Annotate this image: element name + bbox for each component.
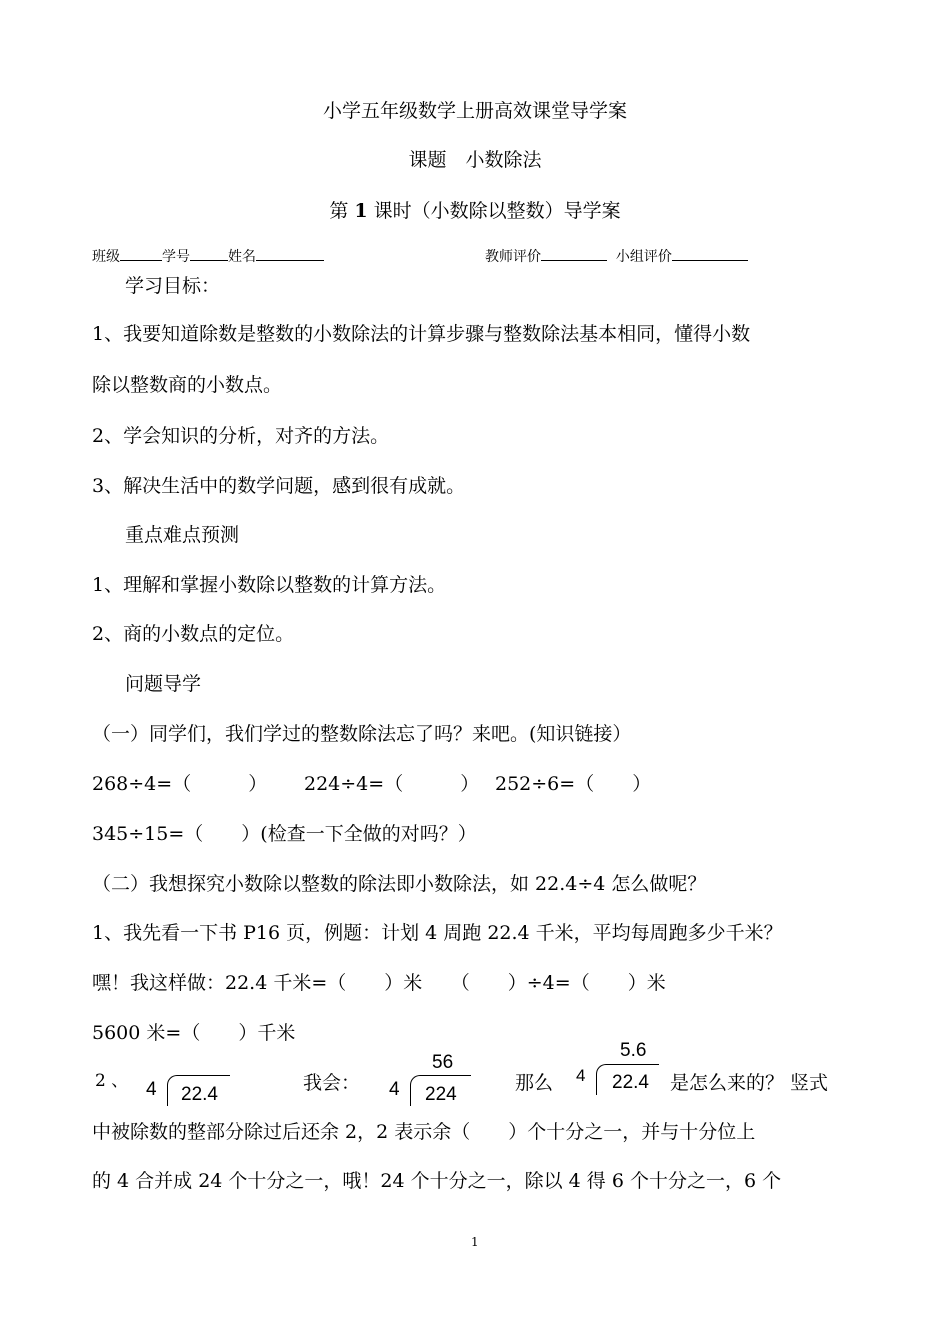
equation-3: 252÷6=（ ） bbox=[495, 773, 652, 795]
lesson-number: 1 bbox=[354, 200, 368, 222]
equation-2: 224÷4=（ ） bbox=[304, 773, 480, 795]
teacher-eval-blank[interactable] bbox=[541, 246, 607, 261]
division-3-divisor: 4 bbox=[576, 1066, 586, 1085]
explanation-line-2: 的 4 合并成 24 个十分之一，哦！24 个十分之一，除以 4 得 6 个十分之一，6 个 bbox=[92, 1170, 782, 1192]
step-1: 1、我先看一下书 P16 页，例题：计划 4 周跑 22.4 千米，平均每周跑多少千米？ bbox=[92, 922, 783, 944]
division-1-dividend: 22.4 bbox=[181, 1084, 218, 1105]
lesson-subtitle bbox=[0, 202, 950, 221]
name-blank[interactable] bbox=[256, 246, 324, 261]
student-no-label: 学号 bbox=[162, 249, 190, 265]
then-label: 那么 bbox=[515, 1072, 554, 1094]
objective-1-line-1: 1、我要知道除数是整数的小数除法的计算步骤与整数除法基本相同，懂得小数 bbox=[92, 323, 751, 345]
part-1-intro: （一）同学们，我们学过的整数除法忘了吗？来吧。(知识链接） bbox=[92, 723, 632, 745]
objective-1-line-2: 除以整数商的小数点。 bbox=[92, 374, 283, 396]
objective-3: 3、解决生活中的数学问题，感到很有成就。 bbox=[92, 475, 466, 497]
lesson-suffix: 课时（小数除以整数）导学案 bbox=[373, 200, 621, 222]
explanation-line-1: 中被除数的整部分除过后还余 2，2 表示余（ ）个十分之一，并与十分位上 bbox=[92, 1121, 756, 1143]
page-number: 1 bbox=[471, 1235, 479, 1249]
part-2-intro: （二）我想探究小数除以整数的除法即小数除法，如 22.4÷4 怎么做呢？ bbox=[92, 873, 707, 895]
group-eval-label: 小组评价 bbox=[615, 249, 672, 265]
key-point-2: 2、商的小数点的定位。 bbox=[92, 623, 295, 645]
name-label: 姓名 bbox=[228, 249, 256, 265]
division-2-divisor: 4 bbox=[389, 1079, 400, 1100]
objectives-heading: 学习目标： bbox=[125, 275, 221, 297]
division-2-quotient: 56 bbox=[432, 1052, 454, 1073]
guide-heading: 问题导学 bbox=[125, 673, 202, 695]
division-3-dividend: 22.4 bbox=[612, 1072, 649, 1093]
equation-1: 268÷4=（ ） bbox=[92, 773, 268, 795]
i-can-label: 我会： bbox=[303, 1072, 361, 1094]
teacher-eval-label: 教师评价 bbox=[485, 249, 541, 265]
class-label: 班级 bbox=[92, 249, 120, 265]
objective-2: 2、学会知识的分析，对齐的方法。 bbox=[92, 425, 390, 447]
lesson-prefix: 第 bbox=[329, 200, 349, 222]
equation-4: 345÷15=（ ）(检查一下全做的对吗？） bbox=[92, 823, 477, 845]
student-info bbox=[92, 246, 324, 264]
class-blank[interactable] bbox=[120, 246, 162, 261]
conversion-line-1: 嘿！我这样做：22.4 千米=（ ）米 （ ）÷4=（ ）米 bbox=[92, 972, 666, 994]
student-no-blank[interactable] bbox=[190, 246, 228, 261]
question-tail: 是怎么来的？ 竖式 bbox=[670, 1072, 829, 1094]
key-point-1: 1、理解和掌握小数除以整数的计算方法。 bbox=[92, 574, 447, 596]
key-points-heading: 重点难点预测 bbox=[125, 524, 240, 546]
lesson-topic: 课题 小数除法 bbox=[408, 149, 542, 171]
division-3-quotient: 5.6 bbox=[620, 1040, 647, 1061]
division-2-dividend: 224 bbox=[425, 1084, 457, 1105]
evaluation-info bbox=[485, 246, 748, 264]
conversion-line-2: 5600 米=（ ）千米 bbox=[92, 1022, 296, 1044]
division-1-divisor: 4 bbox=[146, 1079, 157, 1100]
step-2-label: 2 、 bbox=[95, 1071, 129, 1091]
document-title: 小学五年级数学上册高效课堂导学案 bbox=[322, 100, 627, 122]
group-eval-blank[interactable] bbox=[672, 246, 748, 261]
